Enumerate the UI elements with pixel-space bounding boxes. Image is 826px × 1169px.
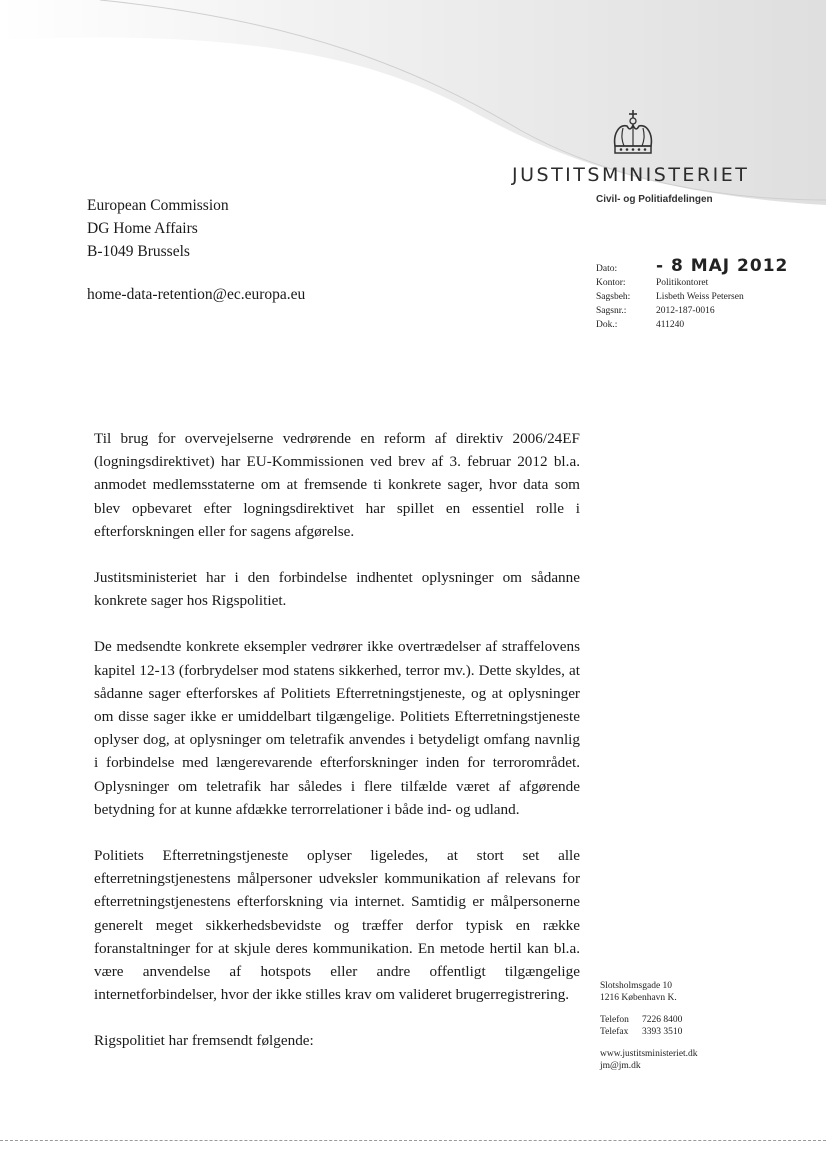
handler-value: Lisbeth Weiss Petersen	[656, 292, 744, 302]
fax-number: 3393 3510	[642, 1027, 683, 1037]
document-number-label: Dok.:	[596, 320, 618, 330]
department-name: Civil- og Politiafdelingen	[596, 194, 713, 205]
phone-label: Telefon	[600, 1015, 629, 1025]
handler-label: Sagsbeh:	[596, 292, 631, 302]
letter-body	[94, 427, 580, 1076]
recipient-line: B-1049 Brussels	[87, 243, 190, 260]
document-number-value: 411240	[656, 320, 685, 330]
date-stamp: - 8 MAJ 2012	[656, 256, 789, 276]
recipient-email: home-data-retention@ec.europa.eu	[87, 286, 306, 303]
street-address: Slotsholmsgade 10	[600, 981, 673, 991]
website-link[interactable]: www.justitsministeriet.dk	[600, 1049, 698, 1059]
ministry-name: JUSTITSMINISTERIET	[512, 164, 750, 186]
phone-number: 7226 8400	[642, 1015, 683, 1025]
page-bottom-rule	[0, 1140, 826, 1141]
body-paragraph: Rigspolitiet har fremsendt følgende:	[94, 1032, 314, 1050]
recipient-line: DG Home Affairs	[87, 220, 198, 237]
city-address: 1216 København K.	[600, 993, 677, 1003]
recipient-address	[87, 194, 229, 263]
date-label: Dato:	[596, 264, 618, 274]
letter-metadata	[596, 256, 788, 332]
body-paragraph: Til brug for overvejelserne vedrørende en reform af direktiv 2006/24EF (logningsdirektivet) har EU-Kommissionen ved brev af 3. februar 2012 bl.a. anmodet medlemsstaterne om at fremsende ti konkrete sager, hvor data som blev opbevaret efter logningsdirektivet har spillet en essentiel rolle i efterforskningen eller for sagens afgørelse.	[94, 430, 580, 540]
body-paragraph: De medsendte konkrete eksempler vedrører ikke overtrædelser af straffelovens kapitel 12-13 (forbrydelser mod statens sikkerhed, terror mv.). Dette skyldes, at sådanne sager efterforskes af Politiets Efterretningstjeneste, og at oplysninger om disse sager ikke er umiddelbart tilgængelige. Politiets Efterretningstjeneste oplyser dog, at oplysninger om teletrafik anvendes i betydeligt omfang navnlig i forbindelse med længerevarende efterforskninger inden for terrorområdet. Oplysninger om teletrafik har således i flere tilfælde været af afgørende betydning for at kunne afdække terrorrelationer i både ind- og udland.	[94, 638, 580, 818]
body-paragraph: Politiets Efterretningstjeneste oplyser ligeledes, at stort set alle efterretningstjenestens målpersoner udveksler kommunikation af relevans for efterretningstjenestens efterforskning via internet. Samtidig er målpersonerne generelt meget sikkerhedsbevidste og træffer derfor typisk en række foranstaltninger for at skjule deres kommunikation. En metode hertil kan bl.a. være anvendelse af hotspots eller andre offentligt tilgængelige internetforbindelser, hvor der ikke stilles krav om valideret brugerregistrering.	[94, 847, 580, 1004]
ministry-contact-info	[600, 980, 698, 1082]
case-number-label: Sagsnr.:	[596, 306, 627, 316]
office-label: Kontor:	[596, 278, 626, 288]
recipient-line: European Commission	[87, 197, 229, 214]
contact-email-link[interactable]: jm@jm.dk	[600, 1061, 641, 1071]
case-number-value: 2012-187-0016	[656, 306, 715, 316]
fax-label: Telefax	[600, 1027, 629, 1037]
office-value: Politikontoret	[656, 278, 709, 288]
royal-crown-icon	[609, 108, 657, 160]
body-paragraph: Justitsministeriet har i den forbindelse indhentet oplysninger om sådanne konkrete sager hos Rigspolitiet.	[94, 569, 580, 610]
